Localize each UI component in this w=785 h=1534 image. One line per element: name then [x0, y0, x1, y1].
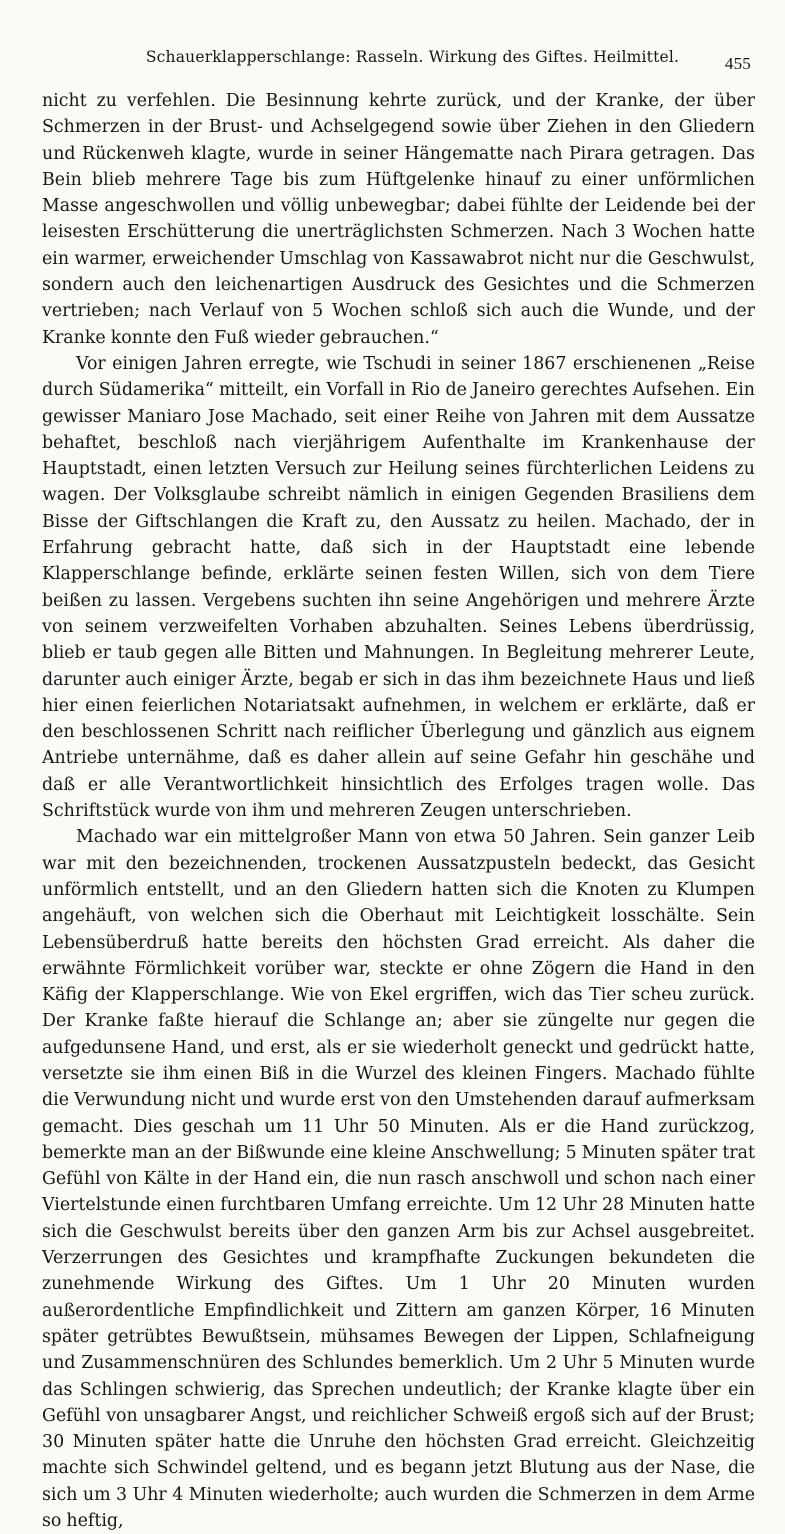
- body-text: [42, 88, 755, 1534]
- paragraph-machado-bite: Machado war ein mittelgroßer Mann von etwa 50 Jahren. Sein ganzer Leib war mit den bezeichnenden, trockenen Aussatzpusteln bedeckt, das Gesicht unförmlich entstellt, und an den Gliedern hatten sich die Knoten zu Klumpen angehäuft, von welchen sich die Oberhaut mit Leichtigkeit losschälte. Sein Lebensüberdruß hatte bereits den höchsten Grad erreicht. Als daher die erwähnte Förmlichkeit vorüber war, steckte er ohne Zögern die Hand in den Käfig der Klapperschlange. Wie von Ekel ergriffen, wich das Tier scheu zurück. Der Kranke faßte hierauf die Schlange an; aber sie züngelte nur gegen die aufgedunsene Hand, und erst, als er sie wiederholt geneckt und gedrückt hatte, versetzte sie ihm einen Biß in die Wurzel des kleinen Fingers. Machado fühlte die Verwundung nicht und wurde erst von den Umstehenden darauf aufmerksam gemacht. Dies geschah um 11 Uhr 50 Minuten. Als er die Hand zurückzog, bemerkte man an der Bißwunde eine kleine Anschwellung; 5 Minuten später trat Gefühl von Kälte in der Hand ein, die nun rasch anschwoll und schon nach einer Viertelstunde einen furchtbaren Umfang erreichte. Um 12 Uhr 28 Minuten hatte sich die Geschwulst bereits über den ganzen Arm bis zur Achsel ausgebreitet. Verzerrungen des Gesichtes und krampfhafte Zuckungen bekundeten die zunehmende Wirkung des Giftes. Um 1 Uhr 20 Minuten wurden außerordentliche Empfindlichkeit und Zittern am ganzen Körper, 16 Minuten später getrübtes Bewußtsein, mühsames Bewegen der Lippen, Schlafneigung und Zusammenschnüren des Schlundes bemerklich. Um 2 Uhr 5 Minuten wurde das Schlingen schwierig, das Sprechen undeutlich; der Kranke klagte über ein Gefühl von unsagbarer Angst, und reichlicher Schweiß ergoß sich auf der Brust; 30 Minuten später hatte die Unruhe den höchsten Grad erreicht. Gleichzeitig machte sich Schwindel geltend, und es begann jetzt Blutung aus der Nase, die sich um 3 Uhr 4 Minuten wiederholte; auch wurden die Schmerzen in dem Arme so heftig,: [42, 827, 755, 1532]
- paragraph-tschudi-report: Vor einigen Jahren erregte, wie Tschudi in seiner 1867 erschienenen „Reise durch Südamerika“ mitteilt, ein Vorfall in Rio de Janeiro gerechtes Aufsehen. Ein gewisser Maniaro Jose Machado, seit einer Reihe von Jahren mit dem Aussatze behaftet, beschloß nach vierjährigem Aufenthalte im Krankenhause der Hauptstadt, einen letzten Versuch zur Heilung seines fürchterlichen Leidens zu wagen. Der Volksglaube schreibt nämlich in einigen Gegenden Brasiliens dem Bisse der Giftschlangen die Kraft zu, den Aussatz zu heilen. Machado, der in Erfahrung gebracht hatte, daß sich in der Hauptstadt eine lebende Klapperschlange befinde, erklärte seinen festen Willen, sich von dem Tiere beißen zu lassen. Vergebens suchten ihn seine Angehörigen und mehrere Ärzte von seinem verzweifelten Vorhaben abzuhalten. Seines Lebens überdrüssig, blieb er taub gegen alle Bitten und Mahnungen. In Begleitung mehrerer Leute, darunter auch einiger Ärzte, begab er sich in das ihm bezeichnete Haus und ließ hier einen feierlichen Notariatsakt aufnehmen, in welchem er erklärte, daß er den beschlossenen Schritt nach reiflicher Überlegung und gänzlich aus eignem Antriebe unternähme, daß es daher allein auf seine Gefahr hin geschähe und daß er alle Verantwortlichkeit hinsichtlich des Erfolges tragen wolle. Das Schriftstück wurde von ihm und mehreren Zeugen unterschrieben.: [42, 353, 755, 822]
- paragraph-continuation: nicht zu verfehlen. Die Besinnung kehrte zurück, und der Kranke, der über Schmerzen in der Brust- und Achselgegend sowie über Ziehen in den Gliedern und Rückenweh klagte, wurde in seiner Hängematte nach Pirara getragen. Das Bein blieb mehrere Tage bis zum Hüftgelenke hinauf zu einer unförmlichen Masse angeschwollen und völlig unbewegbar; dabei fühlte der Leidende bei der leisesten Erschütterung die unerträglichsten Schmerzen. Nach 3 Wochen hatte ein warmer, erweichender Umschlag von Kassawabrot nicht nur die Geschwulst, sondern auch den leichenartigen Ausdruck des Gesichtes und die Schmerzen vertrieben; nach Verlauf von 5 Wochen schloß sich auch die Wunde, und der Kranke konnte den Fuß wieder gebrauchen.“: [42, 91, 755, 348]
- page-number: 455: [724, 54, 751, 73]
- running-head-title: Schauerklapperschlange: Rasseln. Wirkung des Giftes. Heilmittel.: [145, 48, 680, 66]
- running-head: [42, 48, 755, 88]
